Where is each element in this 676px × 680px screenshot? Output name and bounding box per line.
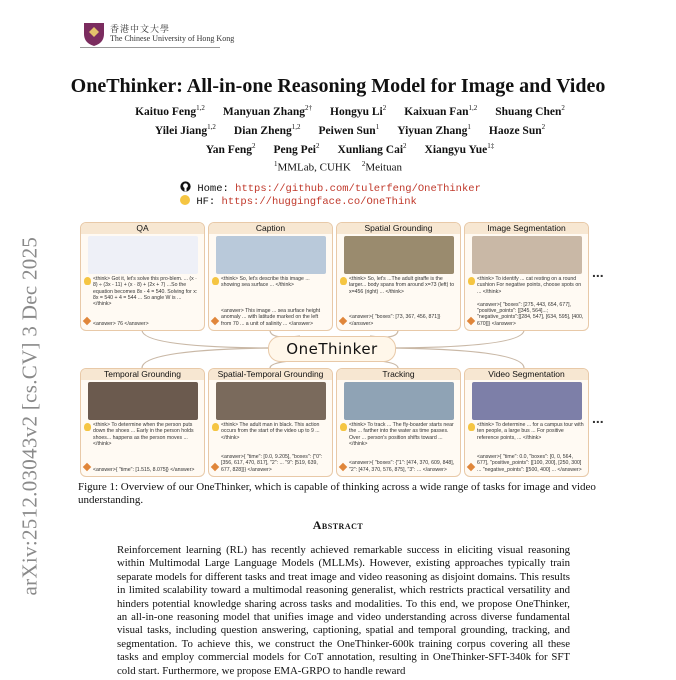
author-affil-sup: 2 <box>382 104 387 112</box>
task-example-image <box>472 382 582 420</box>
task-panel-title: Caption <box>209 223 332 234</box>
task-panel-title: Spatial Grounding <box>337 223 460 234</box>
author <box>274 144 320 156</box>
task-panel-title: Temporal Grounding <box>81 369 204 380</box>
lightbulb-icon <box>84 423 91 431</box>
task-think-text: <think> So, let's describe this image ... showing sea surface ... </think> <box>221 276 310 289</box>
author <box>206 144 256 156</box>
university-name-en: The Chinese University of Hong Kong <box>110 34 235 43</box>
lightbulb-icon <box>340 423 347 431</box>
task-panel <box>80 368 205 477</box>
author-affil-sup: 1 <box>467 123 471 131</box>
task-example-image <box>216 382 326 420</box>
task-example-image <box>88 236 198 274</box>
lightbulb-icon <box>84 277 91 285</box>
author-affil-sup: 1,2 <box>468 104 478 112</box>
pencil-icon <box>467 317 475 325</box>
affil-name: MMLab, CUHK <box>277 161 351 174</box>
task-example-image <box>344 382 454 420</box>
task-panel <box>336 222 461 331</box>
task-answer-text: <answer>{ "boxes": [275, 443, 654, 677], "positive_points": [[345, 564]...; "negative_points":[[284, 547], [634, 595], [400, 670]]} </answer> <box>477 301 584 327</box>
pencil-icon <box>83 463 91 471</box>
home-url-link[interactable]: https://github.com/tulerfeng/OneThinker <box>235 183 481 195</box>
paper-title: OneThinker: All-in-one Reasoning Model for Image and Video <box>70 75 606 97</box>
huggingface-icon <box>180 195 190 205</box>
author-name: Yilei Jiang <box>154 124 208 137</box>
author-name: Kaixuan Fan <box>404 105 469 118</box>
author-affil-sup: 1‡ <box>487 142 495 150</box>
abstract-body: Reinforcement learning (RL) has recently achieved remarkable success in eliciting visual reasoning within Multimodal Large Language Models (MLLMs). However, existing approaches typically train separate models for different tasks and treat image and video reasoning as disjoint domains. This results in limited scalability toward a multimodal reasoning generalist, which restricts practical versatility and hinders potential knowledge sharing across tasks and modalities. To this end, we propose OneThinker, an all-in-one reasoning model that unifies image and video understanding across diverse fundamental visual tasks, including question answering, captioning, spatial and temporal grounding, tracking, and segmentation. To achieve this, we construct the OneThinker-600k training corpus covering all these tasks and employ commercial models for CoT annotation, resulting in OneThinker-SFT-340k for SFT cold start. Furthermore, we propose EMA-GRPO to handle reward <box>117 544 570 677</box>
author <box>404 106 477 118</box>
more-tasks-ellipsis: ... <box>592 410 604 426</box>
task-answer-text: <answer>{ "boxes": {"1": [474, 370, 609, 848], "2": [474, 370, 576, 875], "3": ... </answer> <box>349 460 455 473</box>
task-panel <box>80 222 205 331</box>
author <box>495 106 565 118</box>
author-affil-sup: 2† <box>305 104 312 112</box>
task-think-text: <think> To determine when the person puts down the shoes ... Early in the person holds shoes... happens as the person moves ... </think> <box>93 422 194 447</box>
header-divider <box>80 47 220 48</box>
pencil-icon <box>339 463 347 471</box>
task-panel-title: QA <box>81 223 204 234</box>
task-think-text: <think> To determine ... for a campus tour with ten people, a large bus ... For positive reference points, ... </think> <box>477 422 584 441</box>
affiliations <box>0 160 676 174</box>
lightbulb-icon <box>212 423 219 431</box>
abstract-heading: Abstract <box>312 518 364 532</box>
author-name: Kaituo Feng <box>135 105 197 118</box>
author-name: Xiangyu Yue <box>424 143 488 156</box>
author-name: Haoze Sun <box>488 124 542 137</box>
pencil-icon <box>467 463 475 471</box>
cuhk-crest-icon <box>80 20 108 48</box>
task-panel <box>336 368 461 477</box>
arxiv-identifier[interactable]: arXiv:2512.03043v2 [cs.CV] 3 Dec 2025 <box>17 236 42 596</box>
affil-sup: 2 <box>361 160 366 168</box>
author <box>234 125 301 137</box>
home-link-row <box>180 181 481 195</box>
author-name: Hongyu Li <box>330 105 383 118</box>
figure-caption: Figure 1: Overview of our OneThinker, which is capable of thinking across a wide range of tasks for image and video understanding. <box>78 481 596 506</box>
lightbulb-icon <box>468 277 475 285</box>
author-name: Peng Pei <box>273 143 317 156</box>
university-name-cn: 香港中文大學 <box>110 25 171 35</box>
task-panel-title: Image Segmentation <box>465 223 588 234</box>
author <box>319 125 380 137</box>
task-panel-title: Tracking <box>337 369 460 380</box>
pencil-icon <box>211 463 219 471</box>
hf-link-row <box>180 195 417 208</box>
task-panel <box>208 368 333 477</box>
author <box>223 106 312 118</box>
task-think-text: <think> To identify ... cat resting on a round cushion For negative points, choose spots on ... </think> <box>477 276 582 295</box>
author-name: Peiwen Sun <box>318 124 376 137</box>
lightbulb-icon <box>212 277 219 285</box>
home-label: Home: <box>197 183 229 195</box>
task-think-text: <think> Got it, let's solve this pro-blem. ... (x · 8) ÷ (3x - 11) + (x · 8) + (2x + 7) ...So the equation becomes 8x - 4 = 540. Solving for x: 8x = 540 + 4 = 544 ... So angle W is ... </think> <box>93 276 198 308</box>
author <box>397 125 471 137</box>
task-panel-title: Spatial-Temporal Grounding <box>209 369 332 380</box>
onethinker-hub-label: OneThinker <box>268 336 396 362</box>
hf-label: HF: <box>196 196 216 208</box>
task-example-image <box>216 236 326 274</box>
author-affil-sup: 1,2 <box>291 123 301 131</box>
author <box>338 144 407 156</box>
github-icon <box>180 181 191 192</box>
author-affil-sup: 1 <box>375 123 380 131</box>
author <box>135 106 205 118</box>
task-example-image <box>344 236 454 274</box>
task-example-image <box>88 382 198 420</box>
author <box>155 125 216 137</box>
author-affil-sup: 2 <box>252 142 256 150</box>
task-panel <box>464 222 589 331</box>
task-panel <box>464 368 589 477</box>
author-affil-sup: 1,2 <box>207 123 216 131</box>
author-affil-sup: 2 <box>316 142 320 150</box>
more-tasks-ellipsis: ... <box>592 264 604 280</box>
task-think-text: <think> So, let's ...The adult giraffe is the larger... body spans from around x=73 (left) to x=456 (right) ... </think> <box>349 276 455 295</box>
author-name: Shuang Chen <box>495 105 562 118</box>
task-answer-text: <answer>{ "time": [1.515, 8.075]} </answer> <box>93 466 195 473</box>
lightbulb-icon <box>340 277 347 285</box>
affil-sup: 1 <box>273 160 278 168</box>
author-name: Xunliang Cai <box>337 143 404 156</box>
author-affil-sup: 2 <box>541 123 546 131</box>
hf-url-link[interactable]: https://huggingface.co/OneThink <box>221 196 417 208</box>
task-answer-text: <answer>{ "time": [0.0, 9.205], "boxes": {"0": [356, 617, 470, 817], "2": ... "9": [519, 639, 677, 828]}} </answer> <box>221 454 323 473</box>
author-name: Yan Feng <box>205 143 253 156</box>
author <box>489 125 545 137</box>
author-line-3 <box>70 142 630 156</box>
task-think-text: <think> The adult man in black. This action occurs from the start of the video up to 9 ... </think> <box>221 422 320 441</box>
task-answer-text: <answer> 76 </answer> <box>93 320 149 327</box>
pencil-icon <box>83 317 91 325</box>
pencil-icon <box>339 317 347 325</box>
pencil-icon <box>211 317 219 325</box>
author-name: Manyuan Zhang <box>222 105 305 118</box>
author-name: Yiyuan Zhang <box>397 124 468 137</box>
task-think-text: <think> To track ... The fly-boarder starts near the ... farther into the water as time passes. Over ... person's position shifts toward ... </think> <box>349 422 454 447</box>
affil-name: Meituan <box>365 161 402 174</box>
overview-figure <box>80 222 604 473</box>
task-answer-text: <answer>{ "boxes": [73, 367, 456, 871]}</answer> <box>349 314 441 327</box>
author-line-2 <box>70 123 630 137</box>
author-affil-sup: 1,2 <box>196 104 205 112</box>
task-example-image <box>472 236 582 274</box>
task-panel-title: Video Segmentation <box>465 369 588 380</box>
author-affil-sup: 2 <box>403 142 407 150</box>
author-line-1 <box>70 104 630 118</box>
author <box>425 144 495 156</box>
task-answer-text: <answer> This image ... sea surface height anomaly ... with latitude marked on the left from 70 ... a unit of salinity ... </answer> <box>221 308 321 327</box>
task-answer-text: <answer>{ "time": 0.0, "boxes": [0, 0, 564, 677], "positive_points": [[100, 200], [250, 300] ... "negative_points": [[500, 400] ... </answer> <box>477 454 582 473</box>
author-affil-sup: 2 <box>561 104 565 112</box>
author-name: Dian Zheng <box>233 124 292 137</box>
author <box>330 106 386 118</box>
task-panel <box>208 222 333 331</box>
lightbulb-icon <box>468 423 475 431</box>
